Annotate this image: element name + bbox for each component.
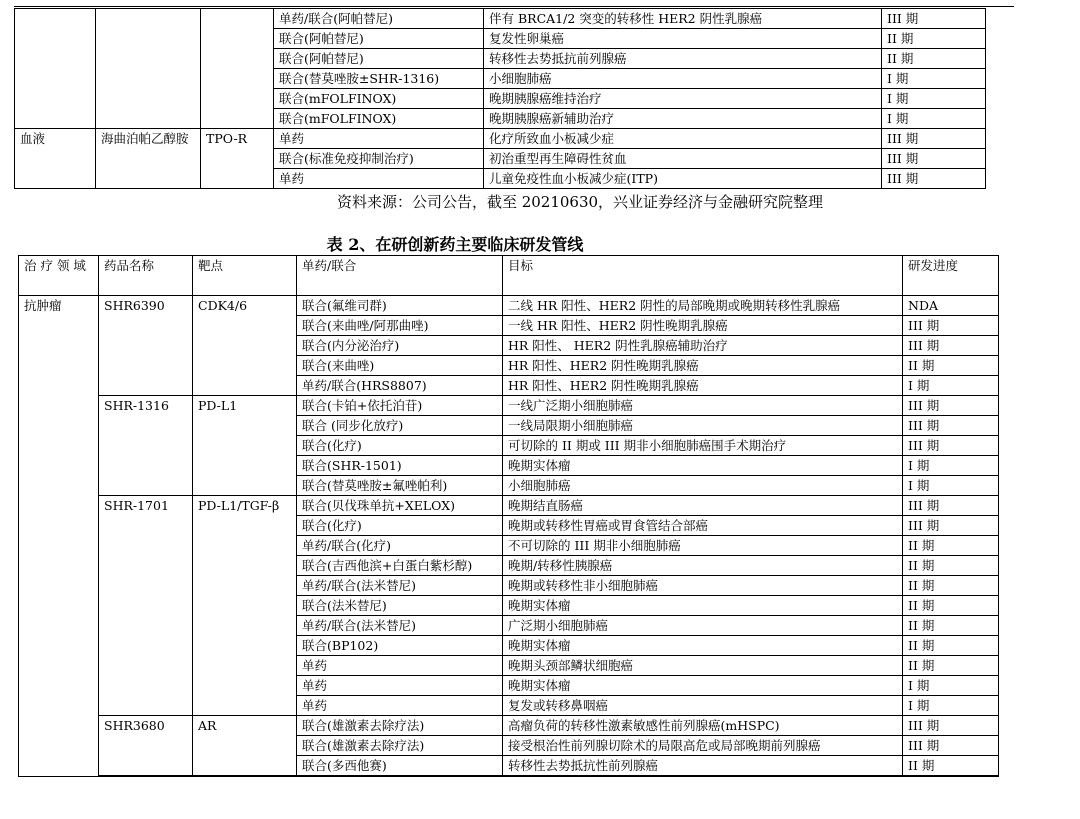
target-gene-cell: PD-L1/TGF-β — [193, 496, 297, 716]
target-cell: 化疗所致血小板减少症 — [484, 129, 882, 149]
mode-cell: 联合(贝伐珠单抗+XELOX) — [297, 496, 503, 516]
drug-cell: 海曲泊帕乙醇胺 — [96, 129, 201, 189]
header-stage: 研发进度 — [903, 256, 999, 296]
mode-cell: 单药/联合(阿帕替尼) — [274, 9, 484, 29]
stage-cell: II 期 — [903, 656, 999, 676]
mode-cell: 单药 — [274, 169, 484, 189]
drug-cell: SHR-1316 — [99, 396, 193, 496]
stage-cell: I 期 — [882, 69, 986, 89]
mode-cell: 联合(SHR-1501) — [297, 456, 503, 476]
mode-cell: 联合(阿帕替尼) — [274, 29, 484, 49]
table-row — [19, 296, 999, 316]
drug-cell: SHR-1701 — [99, 496, 193, 716]
header-target: 目标 — [503, 256, 903, 296]
area-cell — [15, 9, 96, 129]
mode-cell: 联合(mFOLFINOX) — [274, 89, 484, 109]
target-cell: 复发或转移鼻咽癌 — [503, 696, 903, 716]
target-cell: 晚期实体瘤 — [503, 596, 903, 616]
target-cell: 一线广泛期小细胞肺癌 — [503, 396, 903, 416]
target-cell: 晚期实体瘤 — [503, 456, 903, 476]
mode-cell: 联合(替莫唑胺±SHR-1316) — [274, 69, 484, 89]
target-cell: 晚期或转移性胃癌或胃食管结合部癌 — [503, 516, 903, 536]
stage-cell: II 期 — [903, 756, 999, 776]
target-cell: 晚期/转移性胰腺癌 — [503, 556, 903, 576]
target-gene-cell — [201, 9, 274, 129]
mode-cell: 联合(化疗) — [297, 436, 503, 456]
pipeline-table — [18, 255, 999, 777]
stage-cell: III 期 — [903, 336, 999, 356]
target-cell: 不可切除的 III 期非小细胞肺癌 — [503, 536, 903, 556]
stage-cell: I 期 — [903, 376, 999, 396]
stage-cell: NDA — [903, 296, 999, 316]
stage-cell: II 期 — [903, 356, 999, 376]
mode-cell: 联合(氟维司群) — [297, 296, 503, 316]
target-cell: 儿童免疫性血小板减少症(ITP) — [484, 169, 882, 189]
table-header-row — [19, 256, 999, 296]
mode-cell: 单药/联合(HRS8807) — [297, 376, 503, 396]
header-drug: 药品名称 — [99, 256, 193, 296]
mode-cell: 联合(mFOLFINOX) — [274, 109, 484, 129]
target-cell: 一线局限期小细胞肺癌 — [503, 416, 903, 436]
stage-cell: II 期 — [882, 29, 986, 49]
target-cell: 转移性去势抵抗前列腺癌 — [484, 49, 882, 69]
drug-cell: SHR6390 — [99, 296, 193, 396]
mode-cell: 单药 — [297, 676, 503, 696]
stage-cell: III 期 — [882, 9, 986, 29]
mode-cell: 单药/联合(化疗) — [297, 536, 503, 556]
target-cell: 一线 HR 阳性、HER2 阴性晚期乳腺癌 — [503, 316, 903, 336]
target-cell: 二线 HR 阳性、HER2 阴性的局部晚期或晚期转移性乳腺癌 — [503, 296, 903, 316]
table-row — [19, 716, 999, 736]
mode-cell: 联合(化疗) — [297, 516, 503, 536]
mode-cell: 联合(多西他赛) — [297, 756, 503, 776]
table-row — [15, 9, 986, 29]
mode-cell: 联合(标准免疫抑制治疗) — [274, 149, 484, 169]
target-cell: 初治重型再生障碍性贫血 — [484, 149, 882, 169]
mode-cell: 联合(来曲唑/阿那曲唑) — [297, 316, 503, 336]
stage-cell: I 期 — [903, 476, 999, 496]
stage-cell: III 期 — [882, 169, 986, 189]
target-gene-cell: TPO-R — [201, 129, 274, 189]
mode-cell: 联合(阿帕替尼) — [274, 49, 484, 69]
target-cell: 高瘤负荷的转移性激素敏感性前列腺癌(mHSPC) — [503, 716, 903, 736]
stage-cell: III 期 — [903, 516, 999, 536]
mode-cell: 联合(吉西他滨+白蛋白紫杉醇) — [297, 556, 503, 576]
empty-cell — [297, 776, 503, 777]
stage-cell: III 期 — [903, 436, 999, 456]
stage-cell: III 期 — [903, 416, 999, 436]
mode-cell: 联合(替莫唑胺±氟唑帕利) — [297, 476, 503, 496]
target-cell: 可切除的 II 期或 III 期非小细胞肺癌围手术期治疗 — [503, 436, 903, 456]
empty-cell — [193, 776, 297, 777]
target-cell: 广泛期小细胞肺癌 — [503, 616, 903, 636]
target-cell: 晚期胰腺癌新辅助治疗 — [484, 109, 882, 129]
mode-cell: 联合(雄激素去除疗法) — [297, 716, 503, 736]
target-cell: 晚期实体瘤 — [503, 636, 903, 656]
table-row — [19, 776, 999, 777]
target-gene-cell: AR — [193, 716, 297, 776]
stage-cell: III 期 — [882, 129, 986, 149]
stage-cell: I 期 — [903, 456, 999, 476]
target-cell: HR 阳性、HER2 阴性晚期乳腺癌 — [503, 356, 903, 376]
target-cell: 晚期实体瘤 — [503, 676, 903, 696]
target-cell: 复发性卵巢癌 — [484, 29, 882, 49]
stage-cell: I 期 — [882, 109, 986, 129]
mode-cell: 单药 — [274, 129, 484, 149]
target-cell: HR 阳性、HER2 阴性晚期乳腺癌 — [503, 376, 903, 396]
target-cell: 小细胞肺癌 — [503, 476, 903, 496]
mode-cell: 联合(BP102) — [297, 636, 503, 656]
target-gene-cell: CDK4/6 — [193, 296, 297, 396]
target-cell: 接受根治性前列腺切除术的局限高危或局部晚期前列腺癌 — [503, 736, 903, 756]
target-cell: 晚期或转移性非小细胞肺癌 — [503, 576, 903, 596]
drug-cell — [96, 9, 201, 129]
page-top-rule — [14, 6, 1014, 7]
target-cell: 晚期头颈部鳞状细胞癌 — [503, 656, 903, 676]
mode-cell: 联合(卡铂+依托泊苷) — [297, 396, 503, 416]
empty-cell — [503, 776, 903, 777]
target-gene-cell: PD-L1 — [193, 396, 297, 496]
mode-cell: 单药 — [297, 656, 503, 676]
mode-cell: 单药/联合(法米替尼) — [297, 576, 503, 596]
header-mode: 单药/联合 — [297, 256, 503, 296]
stage-cell: III 期 — [903, 496, 999, 516]
target-cell: 晚期胰腺癌维持治疗 — [484, 89, 882, 109]
table-row — [15, 129, 986, 149]
empty-cell — [903, 776, 999, 777]
table-row — [19, 396, 999, 416]
stage-cell: II 期 — [882, 49, 986, 69]
target-cell: 晚期结直肠癌 — [503, 496, 903, 516]
stage-cell: II 期 — [903, 636, 999, 656]
stage-cell: III 期 — [903, 736, 999, 756]
stage-cell: II 期 — [903, 576, 999, 596]
empty-cell — [99, 776, 193, 777]
mode-cell: 单药 — [297, 696, 503, 716]
stage-cell: I 期 — [903, 676, 999, 696]
stage-cell: II 期 — [903, 556, 999, 576]
target-cell: 伴有 BRCA1/2 突变的转移性 HER2 阴性乳腺癌 — [484, 9, 882, 29]
target-cell: HR 阳性、 HER2 阴性乳腺癌辅助治疗 — [503, 336, 903, 356]
stage-cell: II 期 — [903, 596, 999, 616]
header-area: 治 疗 领 域 — [19, 256, 99, 296]
mode-cell: 联合 (同步化放疗) — [297, 416, 503, 436]
stage-cell: I 期 — [882, 89, 986, 109]
stage-cell: III 期 — [903, 716, 999, 736]
header-target-gene: 靶点 — [193, 256, 297, 296]
stage-cell: III 期 — [903, 396, 999, 416]
stage-cell: I 期 — [903, 696, 999, 716]
mode-cell: 联合(来曲唑) — [297, 356, 503, 376]
source-note: 资料来源：公司公告，截至 20210630，兴业证券经济与金融研究院整理 — [336, 193, 824, 211]
drug-cell: SHR3680 — [99, 716, 193, 776]
target-cell: 转移性去势抵抗性前列腺癌 — [503, 756, 903, 776]
mode-cell: 单药/联合(法米替尼) — [297, 616, 503, 636]
stage-cell: II 期 — [903, 536, 999, 556]
mode-cell: 联合(法米替尼) — [297, 596, 503, 616]
mode-cell: 联合(内分泌治疗) — [297, 336, 503, 356]
pipeline-table-continued — [14, 8, 986, 189]
area-cell: 抗肿瘤 — [19, 296, 99, 777]
stage-cell: III 期 — [903, 316, 999, 336]
table-title: 表 2、在研创新药主要临床研发管线 — [326, 235, 584, 254]
area-cell: 血液 — [15, 129, 96, 189]
mode-cell: 联合(雄激素去除疗法) — [297, 736, 503, 756]
target-cell: 小细胞肺癌 — [484, 69, 882, 89]
table-row — [19, 496, 999, 516]
stage-cell: II 期 — [903, 616, 999, 636]
stage-cell: III 期 — [882, 149, 986, 169]
